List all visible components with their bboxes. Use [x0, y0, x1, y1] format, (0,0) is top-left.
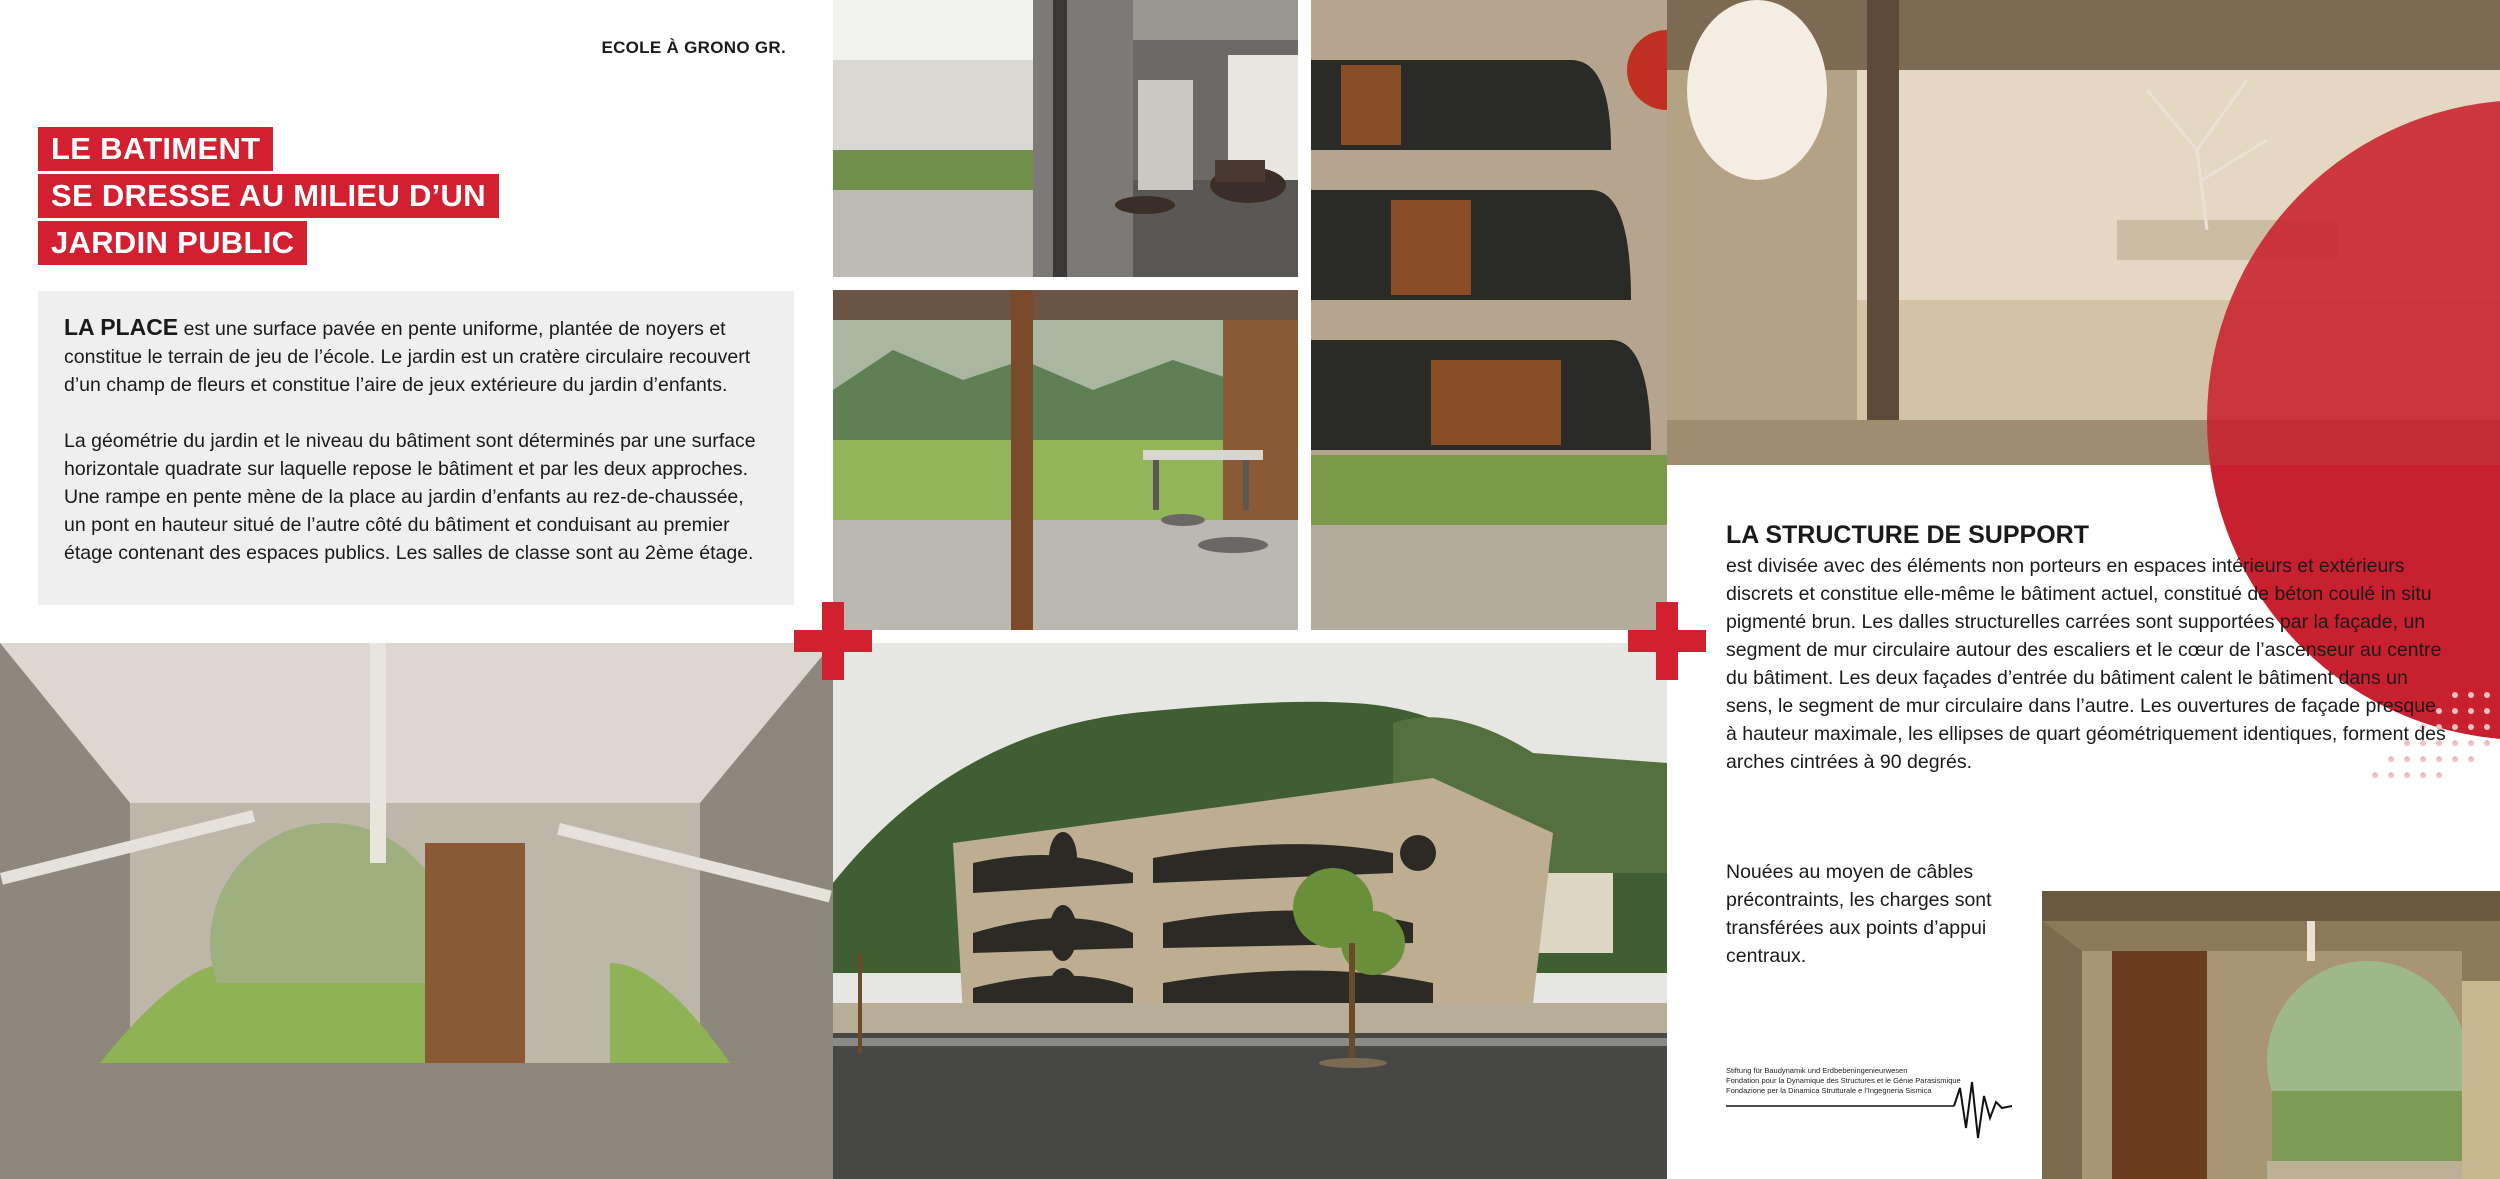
structure-paragraph-2-block — [1726, 858, 2026, 970]
photo-room-circular-window — [0, 643, 833, 1179]
intro-text-1: est une surface pavée en pente uniforme, plantée de noyers et constitue le terrain de jeu de l’école. Le jardin est un cratère circulaire recouvert d’un champ de fleurs et constitue l’aire de jeux extérieure du jardin d’enfants. — [64, 318, 751, 396]
intro-lead: LA PLACE — [64, 314, 179, 340]
headline-line-2: SE DRESSE AU MILIEU D’UN — [38, 174, 499, 218]
document-tag: ECOLE À GRONO GR. — [601, 38, 786, 57]
photo-small-interior-circle — [2042, 891, 2500, 1179]
photo-interior-tree — [1667, 0, 2500, 465]
intro-paragraph-2: La géométrie du jardin et le niveau du bâtiment sont déterminés par une surface horizontale quadrate sur laquelle repose le bâtiment et par les deux approches. Une rampe en pente mène de la place au jardin d’enfants au rez-de-chaussée, un pont en hauteur situé de l’autre côté du bâtiment et conduisant au premier étage contenant des espaces publics. Les salles de classe sont au 2ème étage. — [64, 430, 756, 564]
photo-facade-detail — [1311, 0, 1667, 630]
structure-paragraph-2: Nouées au moyen de câbles précontraints, les charges sont transférées aux points d’appui centraux. — [1726, 861, 1992, 967]
photo-interior-lounge — [833, 0, 1298, 277]
photo-interior-garden-view — [833, 290, 1298, 630]
red-cross-right — [1628, 602, 1706, 680]
intro-paragraph-1 — [64, 313, 768, 399]
foundation-line-de: Stiftung für Baudynamik und Erdbebeningenieurwesen — [1726, 1066, 1908, 1075]
intro-panel — [38, 291, 794, 605]
headline-line-1: LE BATIMENT — [38, 127, 273, 171]
red-cross-left — [794, 602, 872, 680]
structure-paragraph-1: est divisée avec des éléments non porteurs en espaces intérieurs et extérieurs discrets et constitue elle-même le bâtiment actuel, constitué de béton coulé in situ pigmenté brun. Les dalles structurelles carrées sont supportées par la façade, un segment de mur circulaire autour des escaliers et le cœur de l’ascenseur au centre du bâtiment. Les deux façades d’entrée du bâtiment calent le bâtiment dans un sens, le segment de mur circulaire dans l’autre. Les ouvertures de façade presque à hauteur maximale, les ellipses de quart géométriquement identiques, forment des arches cintrées à 90 degrés. — [1726, 555, 2446, 773]
photo-building-exterior — [833, 643, 1667, 1179]
foundation-line-fr: Fondation pour la Dynamique des Structures et le Génie Parasismique — [1726, 1076, 1961, 1085]
structure-section — [1726, 518, 2446, 776]
structure-title: LA STRUCTURE DE SUPPORT — [1726, 521, 2089, 549]
headline-line-3: JARDIN PUBLIC — [38, 221, 307, 265]
seismograph-logo-icon — [1726, 1078, 2012, 1142]
foundation-line-it: Fondazione per la Dinamica Strutturale e l’Ingegneria Sismica — [1726, 1086, 1932, 1095]
